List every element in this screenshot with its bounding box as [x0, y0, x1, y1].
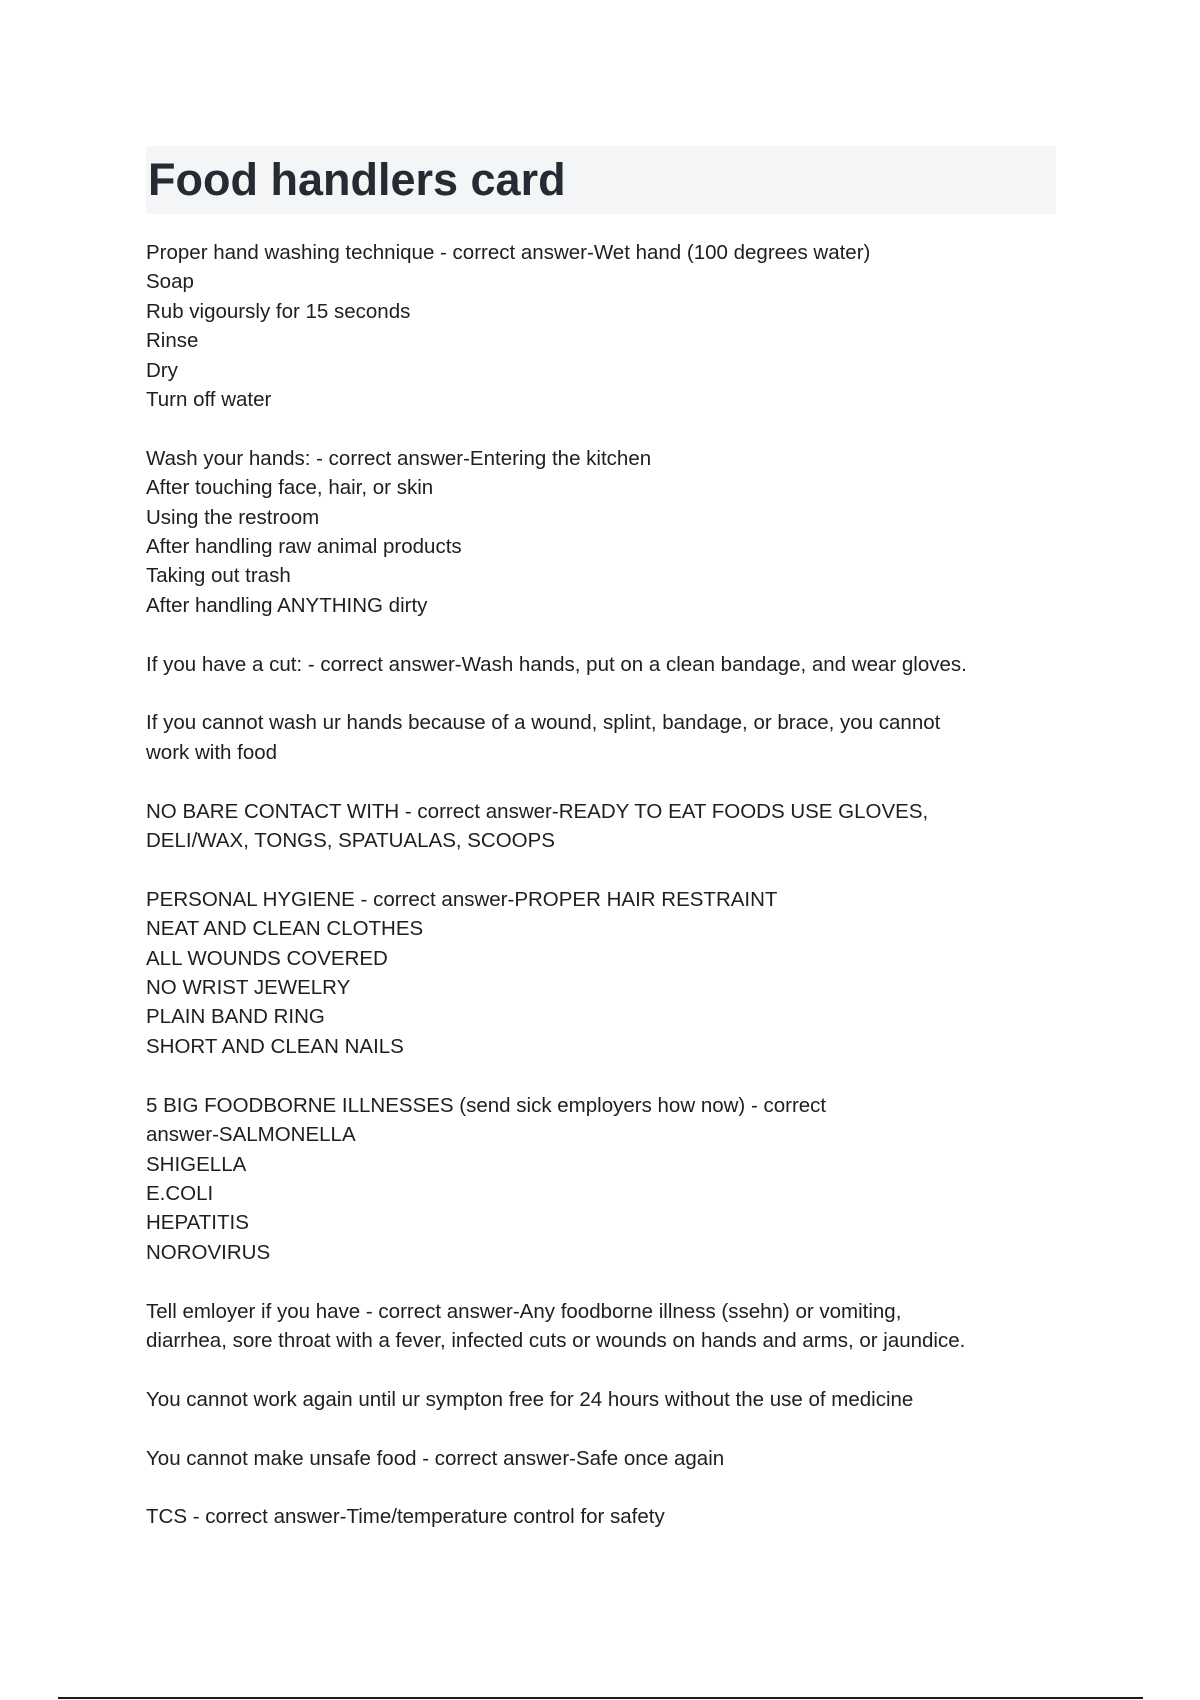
entry-text-line: diarrhea, sore throat with a fever, infected cuts or wounds on hands and arms, or jaundice.: [146, 1328, 966, 1352]
footer-divider: [58, 1697, 1143, 1699]
qa-entry: [146, 1385, 1066, 1414]
entry-text-line: Using the restroom: [146, 505, 320, 529]
entry-text-line: Soap: [146, 270, 194, 294]
qa-entry: [146, 1091, 1066, 1267]
entry-question-line: Proper hand washing technique - correct answer-Wet hand (100 degrees water): [146, 241, 871, 264]
qa-entry: [146, 1444, 1066, 1473]
title-banner: [146, 146, 1056, 214]
entry-question-line: Tell emloyer if you have - correct answer-Any foodborne illness (ssehn) or vomiting,: [146, 1299, 902, 1323]
entry-text-line: After touching face, hair, or skin: [146, 476, 434, 500]
entry-text-line: work with food: [146, 740, 278, 764]
entry-text-line: answer-SALMONELLA: [146, 1123, 356, 1147]
entry-text-line: SHIGELLA: [146, 1152, 247, 1176]
qa-entry: [146, 1502, 1066, 1531]
entry-question-line: NO BARE CONTACT WITH - correct answer-READY TO EAT FOODS USE GLOVES,: [146, 799, 929, 823]
entry-question-line: TCS - correct answer-Time/temperature control for safety: [146, 1505, 665, 1529]
entry-text-line: Rub vigoursly for 15 seconds: [146, 299, 411, 323]
entry-text-line: Taking out trash: [146, 564, 291, 588]
entry-text-line: Turn off water: [146, 388, 272, 412]
entry-text-line: HEPATITIS: [146, 1211, 249, 1235]
entry-question-line: You cannot work again until ur sympton free for 24 hours without the use of medicine: [146, 1387, 914, 1411]
entry-question-line: If you have a cut: - correct answer-Wash hands, put on a clean bandage, and wear gloves.: [146, 652, 967, 676]
qa-entry: [146, 708, 1066, 767]
entry-text-line: After handling ANYTHING dirty: [146, 593, 428, 617]
entry-text-line: SHORT AND CLEAN NAILS: [146, 1034, 404, 1058]
entry-text-line: E.COLI: [146, 1181, 214, 1205]
qa-entry: [146, 885, 1066, 1061]
entry-text-line: DELI/WAX, TONGS, SPATUALAS, SCOOPS: [146, 829, 555, 853]
entry-text-line: NOROVIRUS: [146, 1240, 271, 1264]
entry-text-line: After handling raw animal products: [146, 535, 462, 559]
qa-entry: [146, 238, 1066, 414]
entry-question-line: PERSONAL HYGIENE - correct answer-PROPER HAIR RESTRAINT: [146, 887, 778, 911]
qa-entry: [146, 797, 1066, 856]
qa-entry: [146, 444, 1066, 620]
entry-text-line: NEAT AND CLEAN CLOTHES: [146, 917, 424, 941]
document-body: [146, 238, 1066, 1561]
entry-question-line: 5 BIG FOODBORNE ILLNESSES (send sick employers how now) - correct: [146, 1093, 827, 1117]
entry-text-line: Dry: [146, 358, 178, 382]
entry-text-line: PLAIN BAND RING: [146, 1005, 325, 1029]
qa-entry: [146, 1297, 1066, 1356]
entry-question-line: You cannot make unsafe food - correct answer-Safe once again: [146, 1446, 725, 1470]
document-title: Food handlers card: [148, 154, 566, 205]
entry-text-line: ALL WOUNDS COVERED: [146, 946, 388, 970]
entry-question-line: Wash your hands: - correct answer-Entering the kitchen: [146, 446, 652, 470]
entry-text-line: NO WRIST JEWELRY: [146, 976, 351, 1000]
entry-text-line: Rinse: [146, 329, 199, 353]
entry-question-line: If you cannot wash ur hands because of a wound, splint, bandage, or brace, you cannot: [146, 711, 941, 735]
qa-entry: [146, 650, 1066, 679]
